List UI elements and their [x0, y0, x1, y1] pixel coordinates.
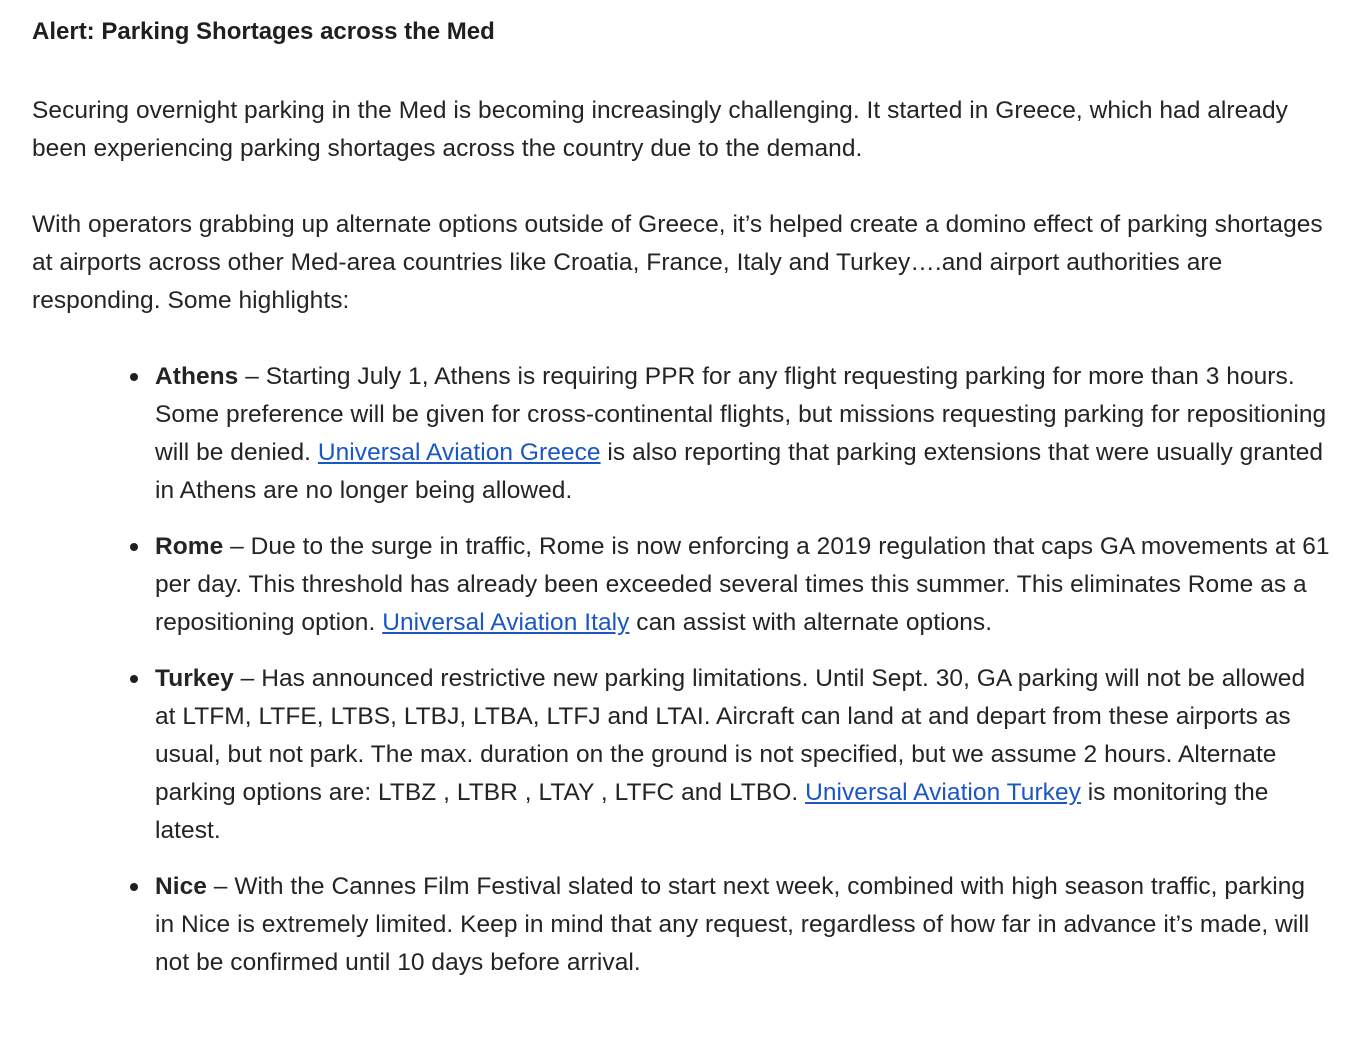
- highlights-list: [32, 358, 1331, 982]
- bullet-text: – With the Cannes Film Festival slated to start next week, combined with high season traffic, parking in Nice is extremely limited. Keep in mind that any request, regardless of how far in advance it’s made, will not be confirmed until 10 days before arrival.: [155, 873, 1310, 976]
- bullet-text: – Due to the surge in traffic, Rome is now enforcing a 2019 regulation that caps GA movements at 61 per day. This threshold has already been exceeded several times this summer. This eliminates Rome as a repositioning option.: [155, 533, 1330, 636]
- bullet-heading: Athens: [155, 363, 239, 390]
- bullet-heading: Turkey: [155, 665, 234, 692]
- list-item-rome: [155, 528, 1331, 642]
- bullet-text: – Has announced restrictive new parking limitations. Until Sept. 30, GA parking will not be allowed at LTFM, LTFE, LTBS, LTBJ, LTBA, LTFJ and LTAI. Aircraft can land at and depart from these airports as usual, but not park. The max. duration on the ground is not specified, but we assume 2 hours. Alternate parking options are: LTBZ , LTBR , LTAY , LTFC and LTBO.: [155, 665, 1306, 806]
- bullet-text: – Starting July 1, Athens is requiring PPR for any flight requesting parking for more than 3 hours. Some preference will be given for cross-continental flights, but missions requesting parking for repositioning will be denied.: [155, 363, 1327, 466]
- universal-aviation-turkey-link[interactable]: Universal Aviation Turkey: [805, 779, 1081, 806]
- bullet-dot-icon: [130, 883, 138, 891]
- universal-aviation-greece-link[interactable]: Universal Aviation Greece: [317, 439, 601, 466]
- bullet-heading: Rome: [155, 533, 224, 560]
- list-item-nice: [155, 868, 1331, 982]
- context-paragraph: With operators grabbing up alternate options outside of Greece, it’s helped create a domino effect of parking shortages at airports across other Med-area countries like Croatia, France, Italy and Turkey….and airport authorities are responding. Some highlights:: [32, 211, 1323, 314]
- bullet-dot-icon: [130, 675, 138, 683]
- bullet-text-after: can assist with alternate options.: [629, 609, 993, 636]
- intro-paragraph: Securing overnight parking in the Med is becoming increasingly challenging. It started in Greece, which had already been experiencing parking shortages across the country due to the demand.: [32, 97, 1288, 162]
- bullet-heading: Nice: [155, 873, 207, 900]
- bullet-text-after: is monitoring the latest.: [155, 779, 1269, 844]
- list-item-athens: [155, 358, 1331, 510]
- universal-aviation-italy-link[interactable]: Universal Aviation Italy: [382, 609, 630, 636]
- article-title: Alert: Parking Shortages across the Med: [32, 18, 495, 45]
- bullet-text-after: is also reporting that parking extensions that were usually granted in Athens are no longer being allowed.: [155, 439, 1324, 504]
- bullet-dot-icon: [130, 543, 138, 551]
- bullet-dot-icon: [130, 373, 138, 381]
- list-item-turkey: [155, 660, 1331, 850]
